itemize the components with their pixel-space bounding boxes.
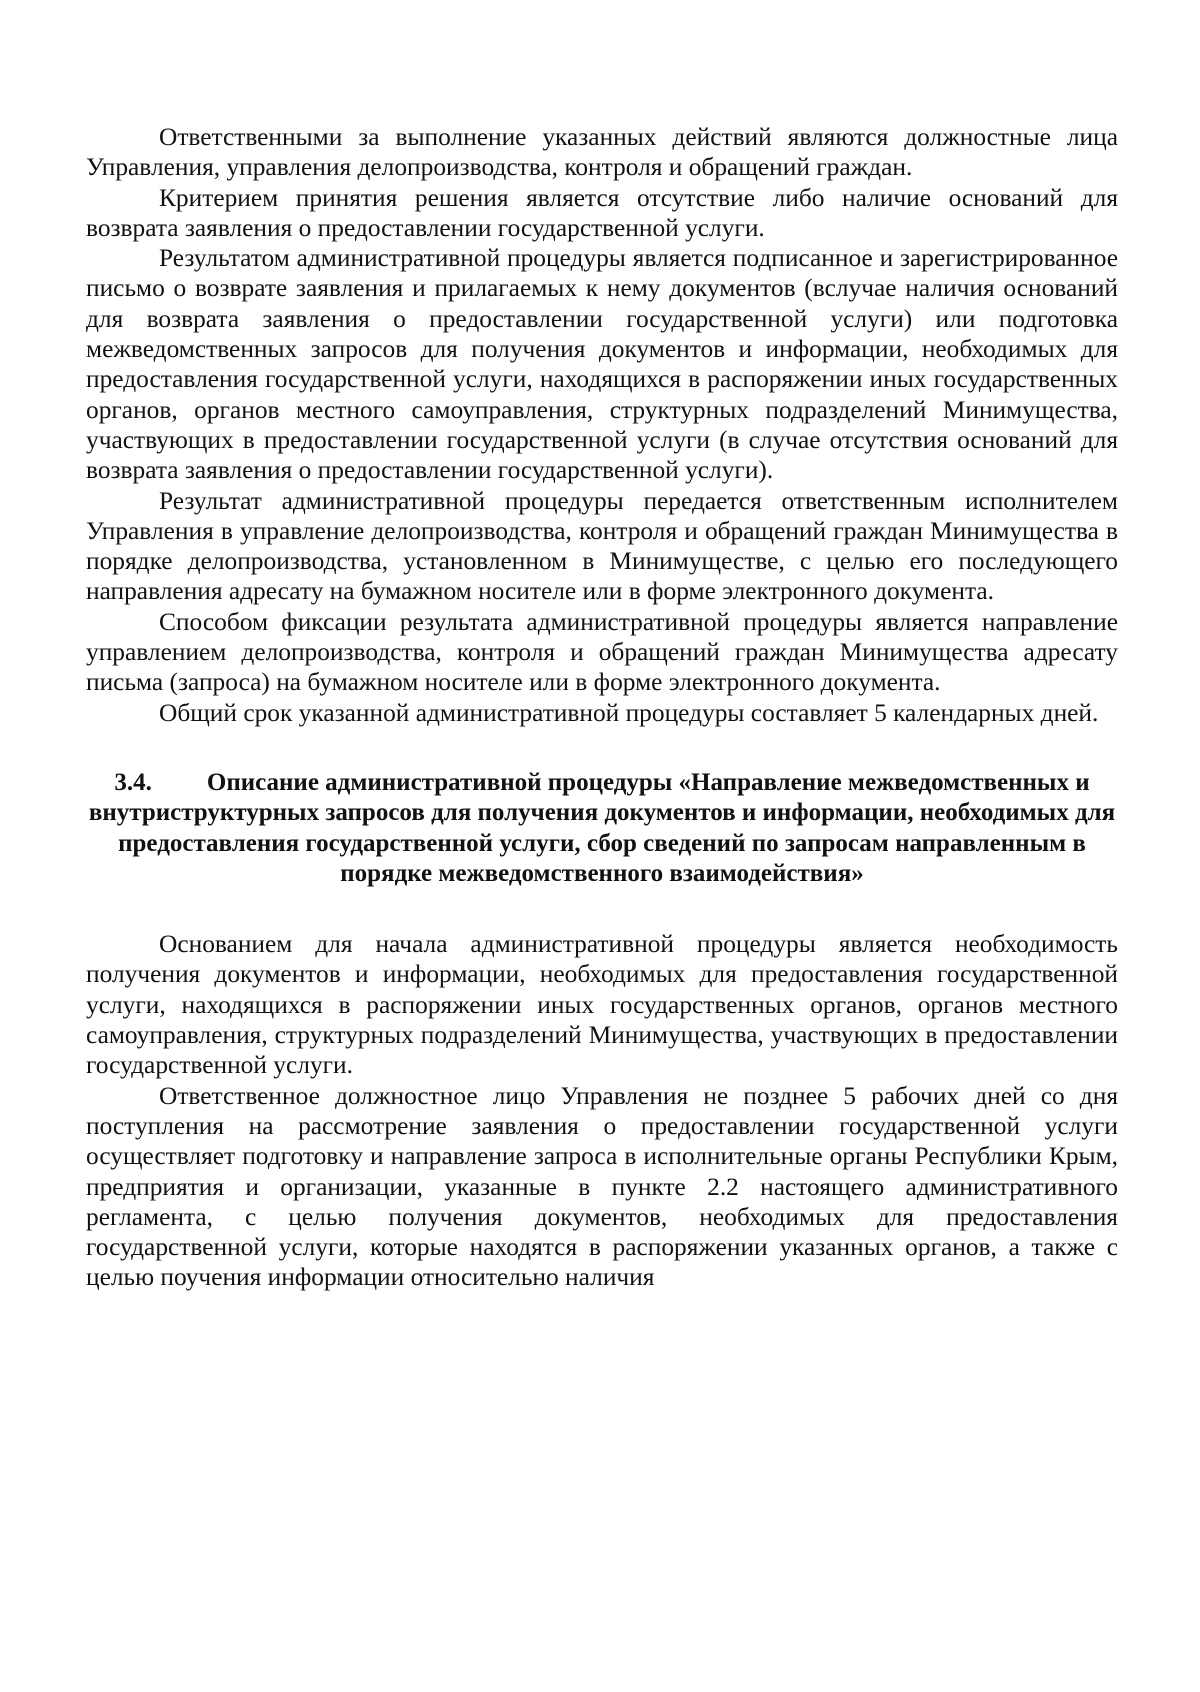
paragraph-responsible-persons: Ответственными за выполнение указанных действий являются должностные лица Управления, управления делопроизводства, контроля и обращений граждан. (86, 123, 1118, 182)
paragraph-procedure-result: Результатом административной процедуры является подписанное и зарегистрированное письмо о возврате заявления и прилагаемых к нему документов (вслучае наличия оснований для возврата заявления о предоставлении государственной услуги) или подготовка межведомственных запросов для получения документов и информации, необходимых для предоставления государственной услуги, находящихся в распоряжении иных государственных органов, органов местного самоуправления, структурных подразделений Минимущества, участвующих в предоставлении государственной услуги (в случае отсутствия оснований для возврата заявления о предоставлении государственной услуги). (86, 244, 1118, 485)
section-number: 3.4. (114, 768, 152, 796)
paragraph-decision-criterion: Критерием принятия решения является отсутствие либо наличие оснований для возврата заявления о предоставлении государственной услуги. (86, 183, 1118, 242)
paragraph-procedure-basis: Основанием для начала административной процедуры является необходимость получения документов и информации, необходимых для предоставления государственной услуги, находящихся в распоряжении иных государственных органов, органов местного самоуправления, структурных подразделений Минимущества, участвующих в предоставлении государственной услуги. (86, 930, 1118, 1080)
paragraph-request-preparation: Ответственное должностное лицо Управления не позднее 5 рабочих дней со дня поступления на рассмотрение заявления о предоставлении государственной услуги осуществляет подготовку и направление запроса в исполнительные органы Республики Крым, предприятия и организации, указанные в пункте 2.2 настоящего административного регламента, с целью получения документов, необходимых для предоставления государственной услуги, которые находятся в распоряжении указанных органов, а также с целью поучения информации относительно наличия (86, 1081, 1118, 1292)
section-title: Описание административной процедуры «Направление межведомственных и внутриструктурных запросов для получения документов и информации, необходимых для предоставления государственной услуги, сбор сведений по запросам направленным в порядке межведомственного взаимодействия» (88, 768, 1116, 887)
paragraph-total-term: Общий срок указанной административной процедуры составляет 5 календарных дней. (159, 698, 1099, 727)
document-body (86, 122, 1118, 1293)
section-heading (86, 768, 1118, 889)
paragraph-fixation-method: Способом фиксации результата административной процедуры является направление управлением делопроизводства, контроля и обращений граждан Минимущества адресату письма (запроса) на бумажном носителе или в форме электронного документа. (86, 607, 1118, 697)
paragraph-result-transfer: Результат административной процедуры передается ответственным исполнителем Управления в управление делопроизводства, контроля и обращений граждан Минимущества в порядке делопроизводства, установленном в Минимуществе, с целью его последующего направления адресату на бумажном носителе или в форме электронного документа. (86, 486, 1118, 606)
